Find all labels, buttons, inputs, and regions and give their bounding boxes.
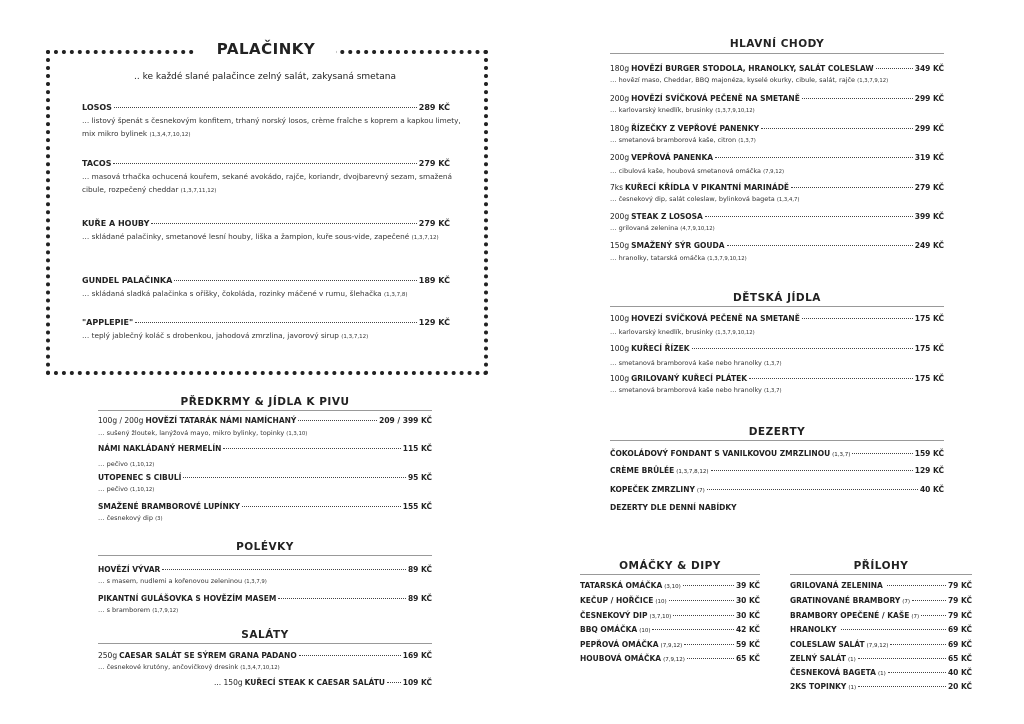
item-name: TACOS [82,159,112,168]
item-price: 89 KČ [407,565,432,574]
menu-item: HOUBOVÁ OMÁČKA (7,9,12) 65 KČ [580,654,760,663]
item-description: … smetanová bramborová kaše, citron (1,3,7) [610,136,756,144]
item-description: … skládané palačinky, smetanové lesní houby, liška a žampion, kuře sous-vide, zapečené (1,3,7,12) [82,232,439,241]
item-name: HOVĚZÍ BURGER STODOLA, HRANOLKY, SALÁT COLESLAW [631,64,874,73]
menu-item: BBQ OMÁČKA (10) 42 KČ [580,625,760,634]
item-description: … grilovaná zelenina (4,7,9,10,12) [610,224,715,232]
dezerty-title: DEZERTY [748,426,806,438]
menu-item: 100g KUŘECÍ ŘÍZEK 175 KČ [610,344,944,353]
item-price: 279 KČ [418,159,450,168]
item-description: … hranolky, tatarská omáčka (1,3,7,9,10,12) [610,254,747,262]
divider [610,53,944,54]
divider [98,410,432,411]
item-name: ŘÍZEČKY Z VEPŘOVÉ PANENKY [631,124,760,133]
item-name: CAESAR SALÁT SE SÝREM GRANA PADANO [119,651,297,660]
item-price: 249 KČ [914,241,944,250]
palacinky-title: PALAČINKY [196,40,336,62]
item-name: HOVĚZÍ SVÍČKOVÁ PEČENĚ NA SMETANĚ [631,94,800,103]
menu-item: ČESNEKOVÁ BAGETA (1) 40 KČ [790,668,972,677]
item-name: HOVEZÍ SVÍČKOVÁ PEČENĚ NA SMETANĚ [631,314,800,323]
item-description: … pečivo (1,10,12) [98,485,155,493]
item-description: … karlovarský knedlík, brusinky (1,3,7,9,10,12) [610,106,755,114]
item-price: 169 KČ [402,651,432,660]
item-description: … česnekový dip (3) [98,514,163,522]
item-price: 349 KČ [914,64,944,73]
item-price: 155 KČ [402,502,432,511]
divider [610,306,944,307]
item-price: 209 / 399 KČ [379,416,432,425]
item-description: … smetanová bramborová kaše nebo hranolky (1,3,7) [610,386,782,394]
menu-item: ČOKOLÁDOVÝ FONDANT S VANILKOVOU ZMRZLINOU (1,3,7) 159 KČ [610,449,944,458]
salaty-title: SALÁTY [241,629,289,641]
item-price: 279 KČ [418,219,450,228]
dezerty-note: DEZERTY DLE DENNÍ NABÍDKY [610,503,737,512]
item-price: 319 KČ [914,153,944,162]
item-name: KUŘECÍ STEAK K CAESAR SALÁTU [244,678,385,687]
item-name: KOPEČEK ZMRZLINY [610,485,695,494]
menu-item [98,473,432,482]
menu-item: PEPŘOVÁ OMÁČKA (7,9,12) 59 KČ [580,640,760,649]
item-description: … smetanová bramborová kaše nebo hranolky (1,3,7) [610,359,782,367]
menu-item: 200g HOVĚZÍ SVÍČKOVÁ PEČENĚ NA SMETANĚ 299 KČ [610,94,944,103]
item-name: SMAŽENÝ SÝR GOUDA [631,241,725,250]
item-name: NÁMI NAKLÁDANÝ HERMELÍN [98,444,222,453]
menu-item [82,276,450,285]
item-price: 159 KČ [914,449,944,458]
menu-item: 150g SMAŽENÝ SÝR GOUDA 249 KČ [610,241,944,250]
item-description: … s masem, nudlemi a kořenovou zeleninou (1,3,7,9) [98,577,267,585]
item-price: 115 KČ [402,444,432,453]
item-name: KUŘECÍ KŘÍDLA V PIKANTNÍ MARINÁDĚ [625,183,790,192]
item-description: … cibulová kaše, houbová smetanová omáčka (7,9,12) [610,167,785,175]
item-name: GRILOVANÝ KUŘECÍ PLÁTEK [631,374,748,383]
item-price: 129 KČ [914,466,944,475]
menu-item [98,502,432,511]
menu-item: TATARSKÁ OMÁČKA (3,10) 39 KČ [580,581,760,590]
item-name: SMAŽENÉ BRAMBOROVÉ LUPÍNKY [98,502,240,511]
item-price: 299 KČ [914,124,944,133]
omacky-title: OMÁČKY & DIPY [619,560,721,572]
item-description: … česnekový dip, salát coleslaw, bylinková bageta (1,3,4,7) [610,195,800,203]
item-price: 129 KČ [418,318,450,327]
menu-item: 100g HOVEZÍ SVÍČKOVÁ PEČENĚ NA SMETANĚ 175 KČ [610,314,944,323]
item-description: … s bramborem (1,7,9,12) [98,606,179,614]
divider [610,440,944,441]
item-name: KUŘECÍ ŘÍZEK [631,344,690,353]
item-price: 279 KČ [914,183,944,192]
divider [580,574,760,575]
item-price: 89 KČ [407,594,432,603]
menu-item: 180g HOVĚZÍ BURGER STODOLA, HRANOLKY, SALÁT COLESLAW 349 KČ [610,64,944,73]
item-price: 109 KČ [402,678,432,687]
item-description: … masová trhačka ochucená kouřem, sekané avokádo, rajče, koriandr, dvojbarevný sezam, smažená cibule, rozpečený cheddar (1,3,7,11,12) [82,172,452,194]
item-name: UTOPENEC S CIBULÍ [98,473,182,482]
menu-item [82,219,450,228]
divider [790,574,972,575]
predkrmy-title: PŘEDKRMY & JÍDLA K PIVU [180,396,350,408]
item-description: … teplý jablečný koláč s drobenkou, jahodová zmrzlina, javorový sirup (1,3,7,12) [82,331,369,340]
item-price: 175 KČ [914,344,944,353]
item-name: HOVĚZÍ TATARÁK NÁMI NAMÍCHANÝ [145,416,297,425]
menu-item: KEČUP / HOŘČICE (10) 30 KČ [580,596,760,605]
item-name: KUŘE A HOUBY [82,219,150,228]
item-name: LOSOS [82,103,112,112]
menu-item: ZELNÝ SALÁT (1) 65 KČ [790,654,972,663]
menu-item: GRILOVANÁ ZELENINA 79 KČ [790,581,972,590]
item-name: "APPLEPIE" [82,318,134,327]
menu-item: COLESLAW SALÁT (7,9,12) 69 KČ [790,640,972,649]
item-price: 399 KČ [914,212,944,221]
palacinky-subtitle: .. ke každé slané palačince zelný salát, zakysaná smetana [134,72,396,82]
item-name: VEPŘOVÁ PANENKA [631,153,714,162]
item-price: 40 KČ [919,485,944,494]
menu-item: GRATINOVANÉ BRAMBORY (7) 79 KČ [790,596,972,605]
hlavni-title: HLAVNÍ CHODY [729,38,825,50]
item-description: … sušený žloutek, lanýžová mayo, mikro bylinky, topinky (1,3,10) [98,429,308,437]
menu-item: 200g VEPŘOVÁ PANENKA 319 KČ [610,153,944,162]
menu-item: BRAMBORY OPEČENÉ / KAŠE (7) 79 KČ [790,611,972,620]
item-description: … skládaná sladká palačinka s oříšky, čokoláda, rozinky máčené v rumu, šlehačka (1,3,7,8) [82,289,408,298]
menu-item [98,444,432,453]
menu-item: ČESNEKOVÝ DIP (3,7,10) 30 KČ [580,611,760,620]
item-price: 175 KČ [914,374,944,383]
menu-item: 180g ŘÍZEČKY Z VEPŘOVÉ PANENKY 299 KČ [610,124,944,133]
menu-item: 2KS TOPINKY (1) 20 KČ [790,682,972,691]
menu-item [82,159,450,168]
menu-item [82,103,450,112]
prilohy-title: PŘÍLOHY [853,560,909,572]
menu-item: 200g STEAK Z LOSOSA 399 KČ [610,212,944,221]
item-description: … česnekové krutóny, ančovičkový dresink (1,3,4,7,10,12) [98,663,280,671]
menu-item: KOPEČEK ZMRZLINY (7) 40 KČ [610,485,944,494]
item-name: CRÈME BRÛLÉE [610,466,675,475]
item-description: … hovězí maso, Cheddar, BBQ majonéza, kyselé okurky, cibule, salát, rajče (1,3,7,9,12) [610,76,889,84]
item-price: 299 KČ [914,94,944,103]
item-description: … karlovarský knedlík, brusinky (1,3,7,9,10,12) [610,328,755,336]
detska-title: DĚTSKÁ JÍDLA [733,292,821,304]
divider [98,643,432,644]
menu-item: 7ks KUŘECÍ KŘÍDLA V PIKANTNÍ MARINÁDĚ 279 KČ [610,183,944,192]
item-name: STEAK Z LOSOSA [631,212,703,221]
menu-item: 100g GRILOVANÝ KUŘECÍ PLÁTEK 175 KČ [610,374,944,383]
item-name: PIKANTNÍ GULÁŠOVKA S HOVĚZÍM MASEM [98,594,277,603]
menu-item: 100g / 200g HOVĚZÍ TATARÁK NÁMI NAMÍCHANÝ 209 / 399 KČ [98,416,432,425]
menu-item-extra: ... 150g KUŘECÍ STEAK K CAESAR SALÁTU 109 KČ [214,678,432,687]
item-name: HOVĚZÍ VÝVAR [98,565,161,574]
divider [98,555,432,556]
item-price: 189 KČ [418,276,450,285]
menu-item: CRÈME BRÛLÉE (1,3,7,8,12) 129 KČ [610,466,944,475]
menu-item: 250g CAESAR SALÁT SE SÝREM GRANA PADANO 169 KČ [98,651,432,660]
item-price: 175 KČ [914,314,944,323]
menu-item: HRANOLKY 69 KČ [790,625,972,634]
menu-item [98,594,432,603]
item-price: 95 KČ [407,473,432,482]
menu-item [98,565,432,574]
polevky-title: POLÉVKY [236,541,294,553]
item-name: GUNDEL PALAČINKA [82,276,173,285]
item-description: … pečivo (1,10,12) [98,460,155,468]
item-name: ČOKOLÁDOVÝ FONDANT S VANILKOVOU ZMRZLINOU [610,449,831,458]
item-price: 289 KČ [418,103,450,112]
item-description: … listový špenát s česnekovým konfitem, trhaný norský losos, crème fraîche s koprem a kapkou limety, mix mikro bylinek (1,3,4,7,10,12) [82,116,461,138]
menu-item [82,318,450,327]
